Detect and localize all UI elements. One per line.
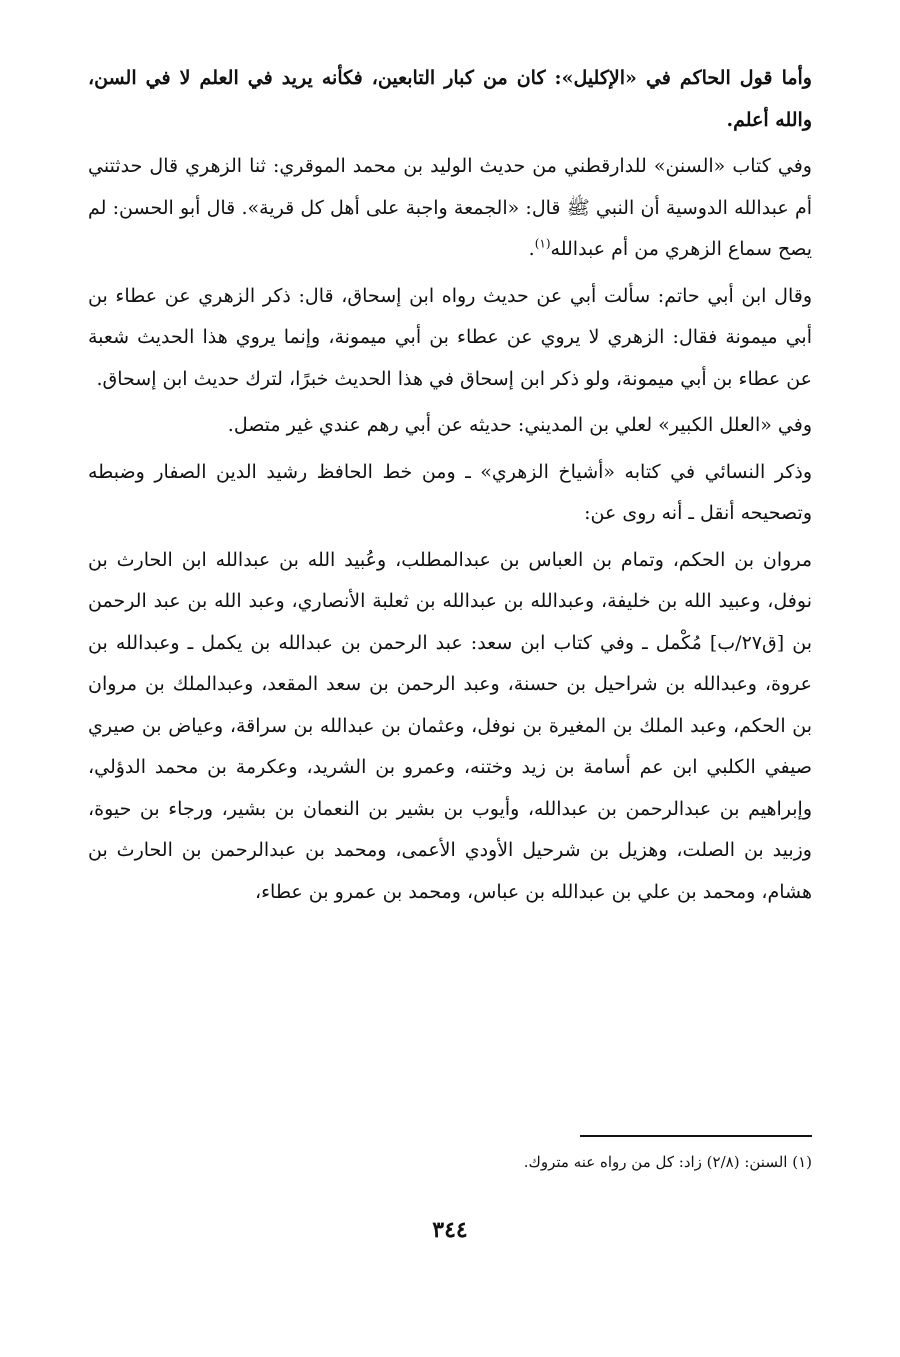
paragraph-daraqutni-text: وفي كتاب «السنن» للدارقطني من حديث الوليد بن محمد الموقري: ثنا الزهري قال حدثتني أم عبدالله الدوسية أن النبي ﷺ قال: «الجمعة واجبة على أهل كل قرية». قال أبو الحسن: لم يصح سماع الزهري من أم عبدالله bbox=[88, 155, 812, 260]
footnote-marker: (١) bbox=[534, 236, 551, 251]
paragraph-ibn-abi-hatim: وقال ابن أبي حاتم: سألت أبي عن حديث رواه ابن إسحاق، قال: ذكر الزهري عن عطاء بن أبي ميمونة فقال: الزهري لا يروي عن عطاء بن أبي ميمونة، وإنما يروي هذا الحديث شعبة عن عطاء بن أبي ميمونة، ولو ذكر ابن إسحاق في هذا الحديث خبرًا، لترك حديث ابن إسحاق. bbox=[88, 284, 812, 390]
footnote-divider bbox=[580, 1135, 812, 1137]
paragraph-daraqutni-end: . bbox=[528, 238, 535, 260]
paragraph-narrators-list: مروان بن الحكم، وتمام بن العباس بن عبدالمطلب، وعُبيد الله بن عبدالله ابن الحارث بن نوفل، وعبيد الله بن خليفة، وعبدالله بن عبدالله بن ثعلبة الأنصاري، وعبد الله بن عبد الرحمن بن [ق٢٧/ب] مُكْمل ـ وفي كتاب ابن سعد: عبد الرحمن بن عبدالله بن يكمل ـ وعبدالله بن عروة، وعبدالله بن شراحيل بن حسنة، وعبد الرحمن بن سعد المقعد، وعبدالملك بن مروان بن الحكم، وعبد الملك بن المغيرة بن نوفل، وعثمان بن عبدالله بن سراقة، وعياض بن صيري صيفي الكلبي ابن عم أسامة بن زيد وختنه، وعمرو بن الشريد، وعكرمة بن محمد الدؤلي، وإبراهيم بن عبدالرحمن بن عبدالله، وأيوب بن بشير بن النعمان بن بشير، ورجاء بن حيوة، وزبيد بن الصلت، وهزيل بن شرحيل الأودي الأعمى، ومحمد بن عبدالرحمن بن الحارث بن هشام، ومحمد بن علي بن عبدالله بن عباس، ومحمد بن عمرو بن عطاء، bbox=[88, 548, 812, 903]
page-number: ٣٤٤ bbox=[432, 1217, 468, 1243]
page-body bbox=[88, 58, 812, 918]
paragraph-hakim: وأما قول الحاكم في «الإكليل»: كان من كبار التابعين، فكأنه يريد في العلم لا في السن، والله أعلم. bbox=[88, 67, 812, 131]
paragraph-daraqutni bbox=[88, 146, 812, 271]
paragraph-ilal: وفي «العلل الكبير» لعلي بن المديني: حديثه عن أبي رهم عندي غير متصل. bbox=[227, 414, 812, 436]
footnote: (١) السنن: (٢/٨) زاد: كل من رواه عنه متروك. bbox=[523, 1153, 812, 1171]
paragraph-nasai: وذكر النسائي في كتابه «أشياخ الزهري» ـ ومن خط الحافظ رشيد الدين الصفار وضبطه وتصحيحه أنقل ـ أنه روى عن: bbox=[88, 460, 812, 524]
